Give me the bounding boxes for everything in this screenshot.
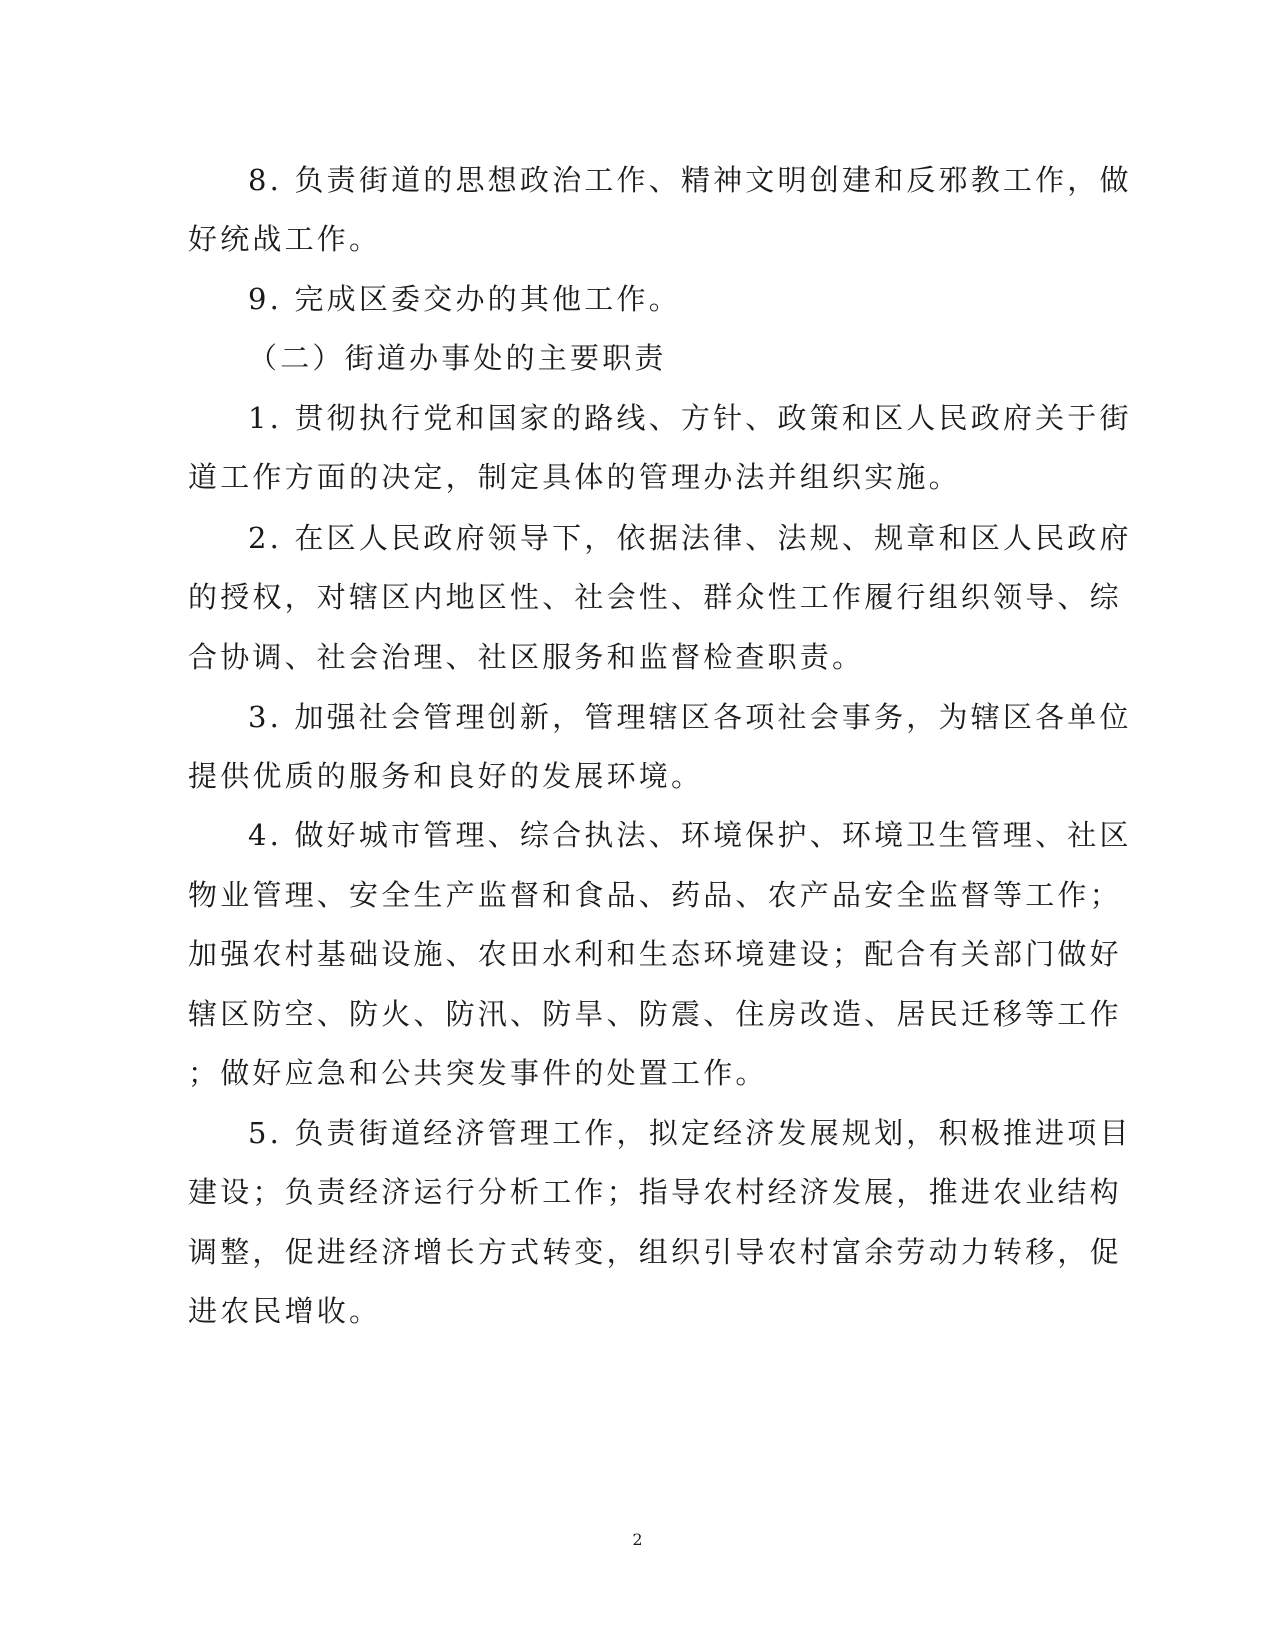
item-5-line-3: 调整，促进经济增长方式转变，组织引导农村富余劳动力转移，促 [188, 1235, 1122, 1269]
item-4-line-2: 物业管理、安全生产监督和食品、药品、农产品安全监督等工作； [188, 878, 1122, 912]
item-3-line-1: 3. 加强社会管理创新，管理辖区各项社会事务，为辖区各单位 [248, 700, 1132, 734]
item-3-line-2: 提供优质的服务和良好的发展环境。 [188, 759, 704, 793]
item-2-line-2: 的授权，对辖区内地区性、社会性、群众性工作履行组织领导、综 [188, 580, 1122, 614]
item-4-line-1: 4. 做好城市管理、综合执法、环境保护、环境卫生管理、社区 [248, 818, 1132, 852]
item-4-line-3: 加强农村基础设施、农田水利和生态环境建设；配合有关部门做好 [188, 937, 1122, 971]
item-5-line-4: 进农民增收。 [188, 1294, 382, 1328]
item-1-line-1: 1. 贯彻执行党和国家的路线、方针、政策和区人民政府关于街 [248, 401, 1132, 435]
section-heading: （二）街道办事处的主要职责 [248, 341, 667, 375]
item-2-line-3: 合协调、社会治理、社区服务和监督检查职责。 [188, 640, 865, 674]
item-5-line-2: 建设；负责经济运行分析工作；指导农村经济发展，推进农业结构 [188, 1175, 1122, 1209]
item-8-line-2: 好统战工作。 [188, 222, 382, 256]
item-8-line-1: 8. 负责街道的思想政治工作、精神文明创建和反邪教工作，做 [248, 163, 1132, 197]
item-4-line-5: ；做好应急和公共突发事件的处置工作。 [188, 1056, 768, 1090]
item-1-line-2: 道工作方面的决定，制定具体的管理办法并组织实施。 [188, 460, 961, 494]
item-2-line-1: 2. 在区人民政府领导下，依据法律、法规、规章和区人民政府 [248, 521, 1132, 555]
item-5-line-1: 5. 负责街道经济管理工作，拟定经济发展规划，积极推进项目 [248, 1116, 1132, 1150]
item-9-line-1: 9. 完成区委交办的其他工作。 [248, 282, 681, 316]
page-number: 2 [632, 1530, 643, 1549]
item-4-line-4: 辖区防空、防火、防汛、防旱、防震、住房改造、居民迁移等工作 [188, 997, 1122, 1031]
